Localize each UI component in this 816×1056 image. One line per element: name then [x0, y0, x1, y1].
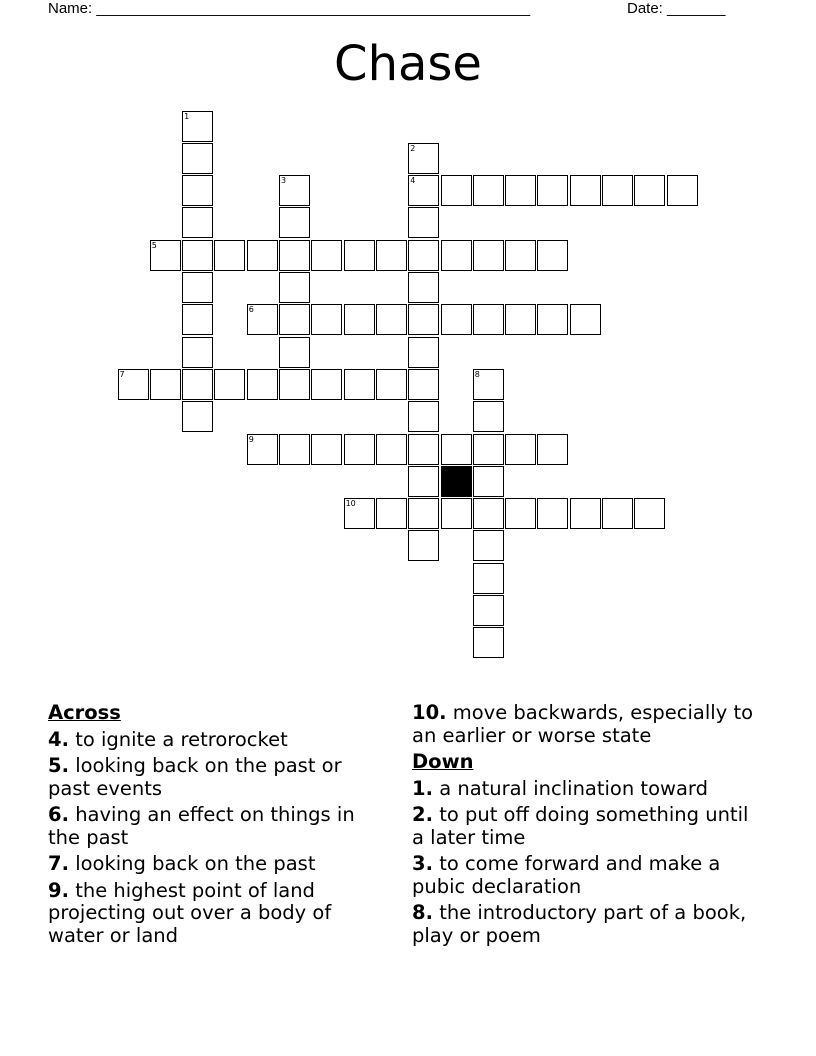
grid-cell[interactable] [537, 240, 568, 271]
grid-cell[interactable] [505, 498, 536, 529]
grid-cell[interactable] [667, 175, 698, 206]
grid-cell[interactable] [311, 369, 342, 400]
grid-cell[interactable] [182, 337, 213, 368]
grid-cell[interactable] [408, 337, 439, 368]
grid-cell[interactable] [441, 498, 472, 529]
grid-cell[interactable] [376, 304, 407, 335]
grid-cell[interactable] [182, 304, 213, 335]
grid-cell[interactable] [376, 498, 407, 529]
grid-cell[interactable] [441, 304, 472, 335]
grid-cell[interactable] [247, 304, 278, 335]
grid-cell[interactable] [473, 530, 504, 561]
grid-cell[interactable] [408, 498, 439, 529]
grid-cell[interactable] [441, 434, 472, 465]
clue-across-4: 4. to ignite a retrorocket [48, 727, 288, 751]
grid-cell[interactable] [182, 143, 213, 174]
clue-number: 10 [345, 499, 356, 509]
grid-cell[interactable] [279, 240, 310, 271]
clues-column-left [48, 702, 388, 951]
grid-cell[interactable] [311, 434, 342, 465]
clue-number: 1 [184, 111, 190, 121]
across-heading: Across [48, 701, 121, 724]
grid-cell[interactable] [537, 498, 568, 529]
grid-cell[interactable] [537, 304, 568, 335]
clue-number: 9 [248, 434, 254, 444]
down-heading: Down [412, 750, 474, 773]
clue-number: 6 [248, 305, 254, 315]
grid-cell[interactable] [473, 563, 504, 594]
grid-cell[interactable] [247, 369, 278, 400]
grid-cell[interactable] [182, 175, 213, 206]
grid-cell[interactable] [182, 272, 213, 303]
grid-cell[interactable] [344, 369, 375, 400]
grid-cell[interactable] [441, 240, 472, 271]
grid-cell[interactable] [376, 240, 407, 271]
grid-cell[interactable] [473, 627, 504, 658]
clue-across-10: 10. move backwards, especially to an earlier or worse state [412, 701, 754, 747]
grid-cell[interactable] [344, 304, 375, 335]
name-field-label: Name: ____________________________________________________ [48, 0, 531, 17]
clue-across-6: 6. having an effect on things in the past [48, 803, 355, 849]
grid-cell[interactable] [408, 175, 439, 206]
grid-cell[interactable] [505, 240, 536, 271]
grid-cell[interactable] [344, 434, 375, 465]
grid-cell[interactable] [279, 304, 310, 335]
grid-cell[interactable] [602, 498, 633, 529]
grid-cell[interactable] [408, 466, 439, 497]
grid-cell[interactable] [182, 401, 213, 432]
grid-cell[interactable] [311, 304, 342, 335]
grid-cell[interactable] [247, 434, 278, 465]
grid-cell[interactable] [473, 401, 504, 432]
clue-down-1: 1. a natural inclination toward [412, 776, 708, 800]
puzzle-title: Chase [334, 36, 482, 92]
grid-cell[interactable] [473, 369, 504, 400]
grid-cell[interactable] [537, 434, 568, 465]
grid-cell[interactable] [473, 498, 504, 529]
grid-cell[interactable] [279, 434, 310, 465]
grid-cell[interactable] [602, 175, 633, 206]
grid-cell[interactable] [279, 272, 310, 303]
clue-across-9: 9. the highest point of land projecting out over a body of water or land [48, 878, 332, 947]
grid-cell[interactable] [150, 240, 181, 271]
grid-cell[interactable] [634, 498, 665, 529]
grid-cell[interactable] [473, 434, 504, 465]
grid-cell[interactable] [473, 175, 504, 206]
clue-number: 8 [474, 369, 480, 379]
clue-down-3: 3. to come forward and make a pubic declaration [412, 852, 721, 898]
grid-cell[interactable] [473, 240, 504, 271]
black-cell [441, 466, 472, 497]
grid-cell[interactable] [182, 207, 213, 238]
grid-cell[interactable] [408, 240, 439, 271]
grid-cell[interactable] [247, 240, 278, 271]
grid-cell[interactable] [505, 434, 536, 465]
grid-cell[interactable] [473, 304, 504, 335]
grid-cell[interactable] [214, 369, 245, 400]
clue-across-5: 5. looking back on the past or past events [48, 754, 342, 800]
grid-cell[interactable] [344, 498, 375, 529]
grid-cell[interactable] [118, 369, 149, 400]
grid-cell[interactable] [279, 369, 310, 400]
clue-number: 7 [119, 369, 125, 379]
clue-number: 4 [410, 176, 416, 186]
grid-cell[interactable] [634, 175, 665, 206]
grid-cell[interactable] [473, 466, 504, 497]
grid-cell[interactable] [505, 304, 536, 335]
grid-cell[interactable] [150, 369, 181, 400]
clue-number: 3 [281, 176, 287, 186]
grid-cell[interactable] [279, 337, 310, 368]
grid-cell[interactable] [408, 434, 439, 465]
clue-down-2: 2. to put off doing something until a later time [412, 803, 749, 849]
grid-cell[interactable] [408, 143, 439, 174]
grid-cell[interactable] [408, 207, 439, 238]
clue-number: 5 [151, 240, 157, 250]
grid-cell[interactable] [182, 369, 213, 400]
grid-cell[interactable] [408, 401, 439, 432]
grid-cell[interactable] [376, 434, 407, 465]
grid-cell[interactable] [441, 175, 472, 206]
clue-number: 2 [410, 143, 416, 153]
grid-cell[interactable] [182, 111, 213, 142]
clues-column-right [412, 702, 762, 951]
grid-cell[interactable] [182, 240, 213, 271]
grid-cell[interactable] [537, 175, 568, 206]
grid-cell[interactable] [408, 369, 439, 400]
clue-across-7: 7. looking back on the past [48, 852, 316, 875]
grid-cell[interactable] [279, 207, 310, 238]
grid-cell[interactable] [570, 304, 601, 335]
grid-cell[interactable] [214, 240, 245, 271]
grid-cell[interactable] [279, 175, 310, 206]
grid-cell[interactable] [376, 369, 407, 400]
grid-cell[interactable] [344, 240, 375, 271]
grid-cell[interactable] [408, 272, 439, 303]
grid-cell[interactable] [473, 595, 504, 626]
grid-cell[interactable] [311, 240, 342, 271]
date-field-label: Date: _______ [627, 0, 726, 17]
grid-cell[interactable] [408, 304, 439, 335]
grid-cell[interactable] [570, 175, 601, 206]
grid-cell[interactable] [408, 530, 439, 561]
grid-cell[interactable] [570, 498, 601, 529]
grid-cell[interactable] [505, 175, 536, 206]
clue-down-8: 8. the introductory part of a book, play or poem [412, 901, 747, 947]
